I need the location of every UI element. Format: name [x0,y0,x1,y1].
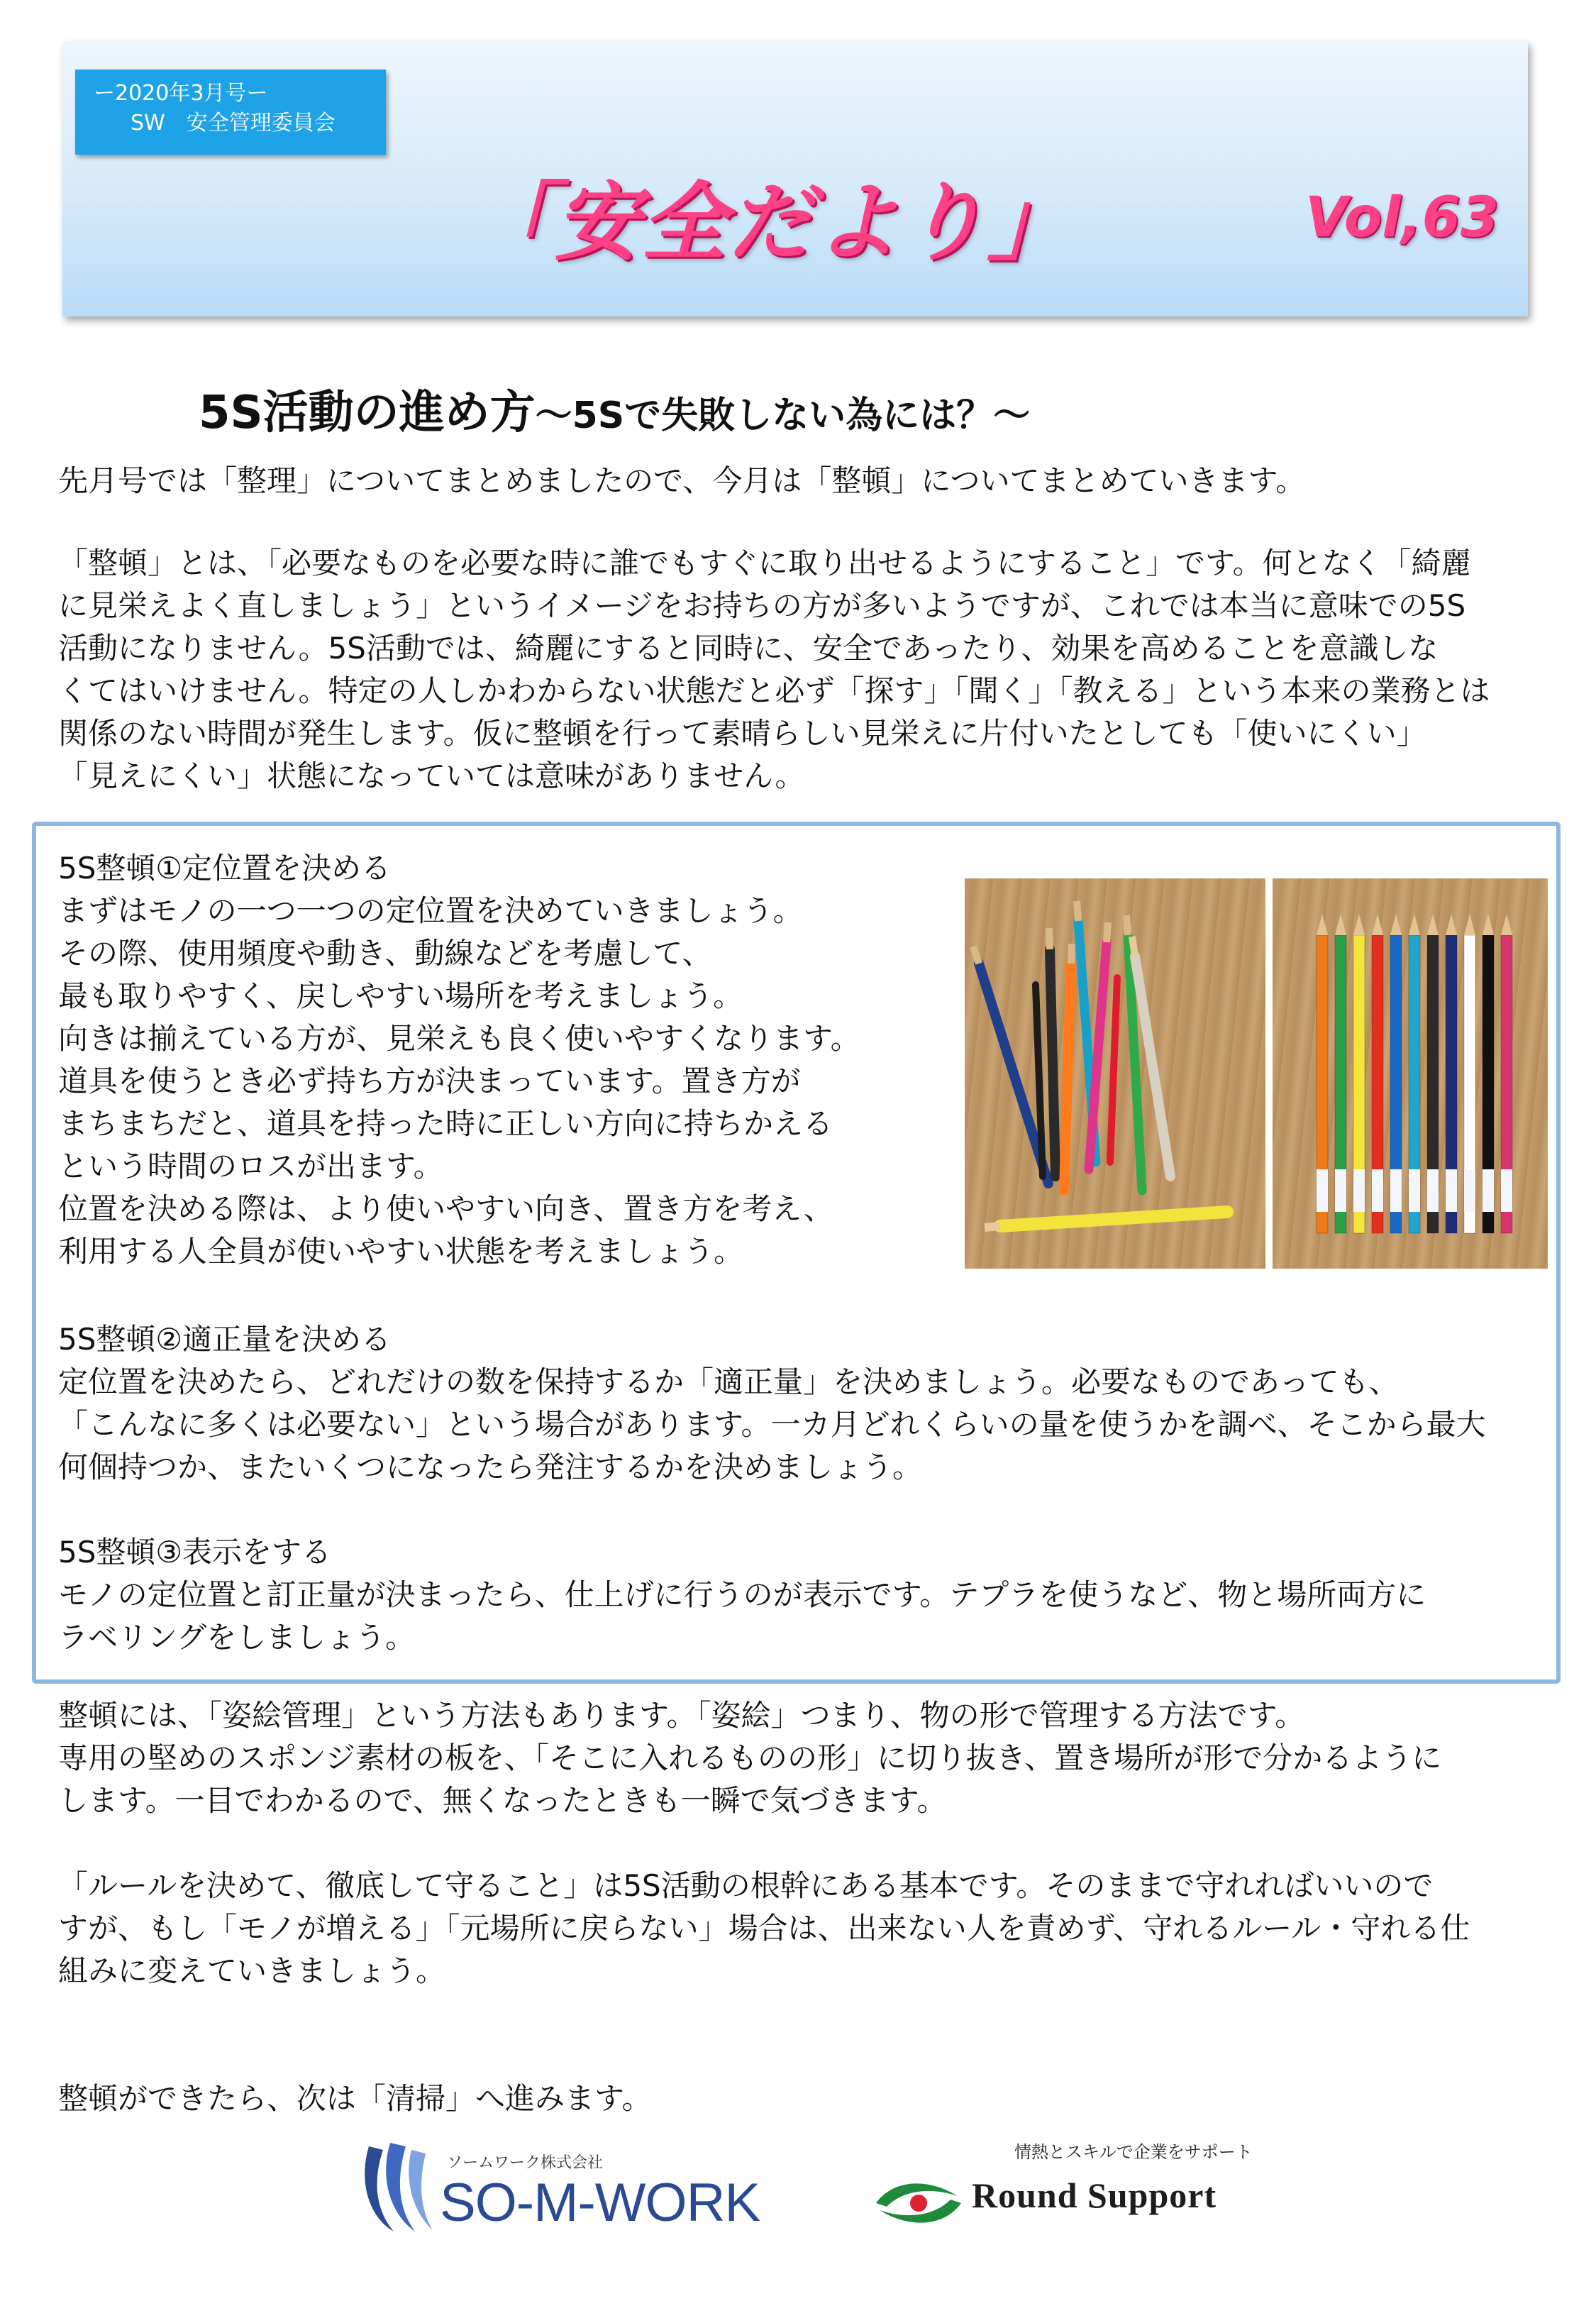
paragraph-line: します。一目でわかるので、無くなったときも一瞬で気づきます。 [58,1783,947,1818]
paragraph-line: 関係のない時間が発生します。仮に整頓を行って素晴らしい見栄えに片付いたとしても「使いにくい」 [58,716,1426,751]
aligned-pencils-photo [1273,878,1548,1269]
pencil [1427,914,1439,1233]
definition-paragraph [58,542,1490,798]
newsletter-title: 「安全だより」 [468,174,1074,272]
step-line: 位置を決める際は、より使いやすい向き、置き方を考え、 [58,1191,833,1226]
paragraph-line: 「ルールを決めて、徹底して守ること」は5S活動の根幹にある基本です。そのままで守れればいいので [58,1868,1434,1903]
paragraph-line: 組みに変えていきましょう。 [58,1953,446,1988]
issue-organization: SW 安全管理委員会 [131,111,336,136]
paragraph-line: 専用の堅めのスポンジ素材の板を、「そこに入れるものの形」に切り抜き、置き場所が形で分かるように [58,1740,1442,1775]
intro-paragraph [58,460,1305,502]
step-1-section [58,847,860,1273]
step-line: ラベリングをしましょう。 [58,1620,416,1655]
paragraph-line: すが、もし「モノが増える」「元場所に戻らない」場合は、出来ない人を責めず、守れるルール・守れる仕 [58,1911,1470,1946]
step-line: 向きは揃えている方が、見栄えも良く使いやすくなります。 [58,1021,860,1056]
step-line: という時間のロスが出ます。 [58,1149,443,1184]
step-line: まちまちだと、道具を持った時に正しい方向に持ちかえる [58,1106,833,1141]
pencil [1317,914,1328,1233]
issue-box [75,70,386,155]
pencil [1335,914,1346,1233]
round-support-emblem-icon [872,2175,965,2231]
paragraph-line: 活動になりません。5S活動では、綺麗にすると同時に、安全であったり、効果を高めることを意識しな [58,631,1439,666]
pencil [1110,978,1117,1162]
pencil [1446,914,1457,1233]
round-support-logo [872,2132,1326,2239]
step-line: 「こんなに多くは必要ない」という場合があります。一カ月どれくらいの量を使うかを調べ、そこから最大 [58,1407,1486,1442]
paragraph-line: 先月号では「整理」についてまとめましたので、今月は「整頓」についてまとめていきます。 [58,463,1306,498]
closing-paragraph [58,2078,652,2120]
pencil [985,1212,1227,1228]
scattered-pencils-drawing [965,878,1265,1269]
somwork-name: SO-M-WORK [440,2173,760,2233]
pencil [1409,914,1420,1233]
paragraph-line: くてはいけません。特定の人しかわからない状態だと必ず「探す」「聞く」「教える」という本来の業務とは [58,673,1490,708]
step-line: まずはモノの一つ一つの定位置を決めていきましょう。 [58,893,803,928]
pencil [1390,914,1402,1233]
volume-number: Vol,63 [1305,186,1500,250]
step-line: 道具を使うとき必ず持ち方が決まっています。置き方が [58,1064,801,1098]
step-line: 利用する人全員が使いやすい状態を考えましょう。 [58,1234,744,1269]
issue-date: ー2020年3月号ー [94,81,268,106]
round-support-name: Round Support [972,2175,1217,2215]
sugata-paragraph [58,1694,1441,1822]
rule-paragraph [58,1865,1470,1992]
step-2-section [58,1318,1486,1489]
aligned-pencils-drawing [1273,878,1548,1269]
step-3-section [58,1531,1426,1659]
pencil [1353,914,1365,1233]
step-line: その際、使用頻度や動き、動線などを考慮して、 [58,936,712,971]
step-line: 何個持つか、またいくつになったら発注するかを決めましょう。 [58,1450,923,1484]
paragraph-line: に見栄えよく直しましょう」というイメージをお持ちの方が多いようですが、これでは本当に意味での5S [58,588,1466,623]
pencil [1372,914,1383,1233]
step-heading: 5S整頓③表示をする [58,1535,332,1569]
article-title [199,376,1030,441]
somwork-caption: ソームワーク株式会社 [447,2154,604,2172]
step-line: 定位置を決めたら、どれだけの数を保持するか「適正量」を決めましょう。必要なものであっても、 [58,1364,1399,1399]
paragraph-line: 整頓には、「姿絵管理」という方法もあります。「姿絵」つまり、物の形で管理する方法です。 [58,1698,1305,1733]
pencil [1464,914,1475,1233]
paragraph-line: 「整頓」とは、「必要なものを必要な時に誰でもすぐに取り出せるようにすること」です。何となく「綺麗 [58,546,1471,580]
somwork-logo [355,2132,780,2239]
pencil [1049,928,1055,1176]
scattered-pencils-photo [965,878,1265,1269]
paragraph-line: 整頓ができたら、次は「清掃」へ進みます。 [58,2081,652,2116]
paragraph-line: 「見えにくい」状態になっていては意味がありません。 [58,758,805,793]
pencil [1501,914,1512,1233]
article-title-main: 5S活動の進め方 [199,387,536,439]
article-title-sub: ～5Sで失敗しない為には？～ [535,395,1031,437]
step-heading: 5S整頓②適正量を決める [58,1322,392,1357]
step-line: 最も取りやすく、戻しやすい場所を考えましょう。 [58,978,743,1013]
somwork-emblem-icon [355,2132,440,2239]
step-line: モノの定位置と訂正量が決まったら、仕上げに行うのが表示です。テプラを使うなど、物と場所両方に [58,1577,1426,1612]
pencil [1064,944,1072,1191]
pencil [1483,914,1494,1233]
step-heading: 5S整頓①定位置を決める [58,851,392,886]
round-support-caption: 情熱とスキルで企業をサポート [1014,2142,1253,2162]
